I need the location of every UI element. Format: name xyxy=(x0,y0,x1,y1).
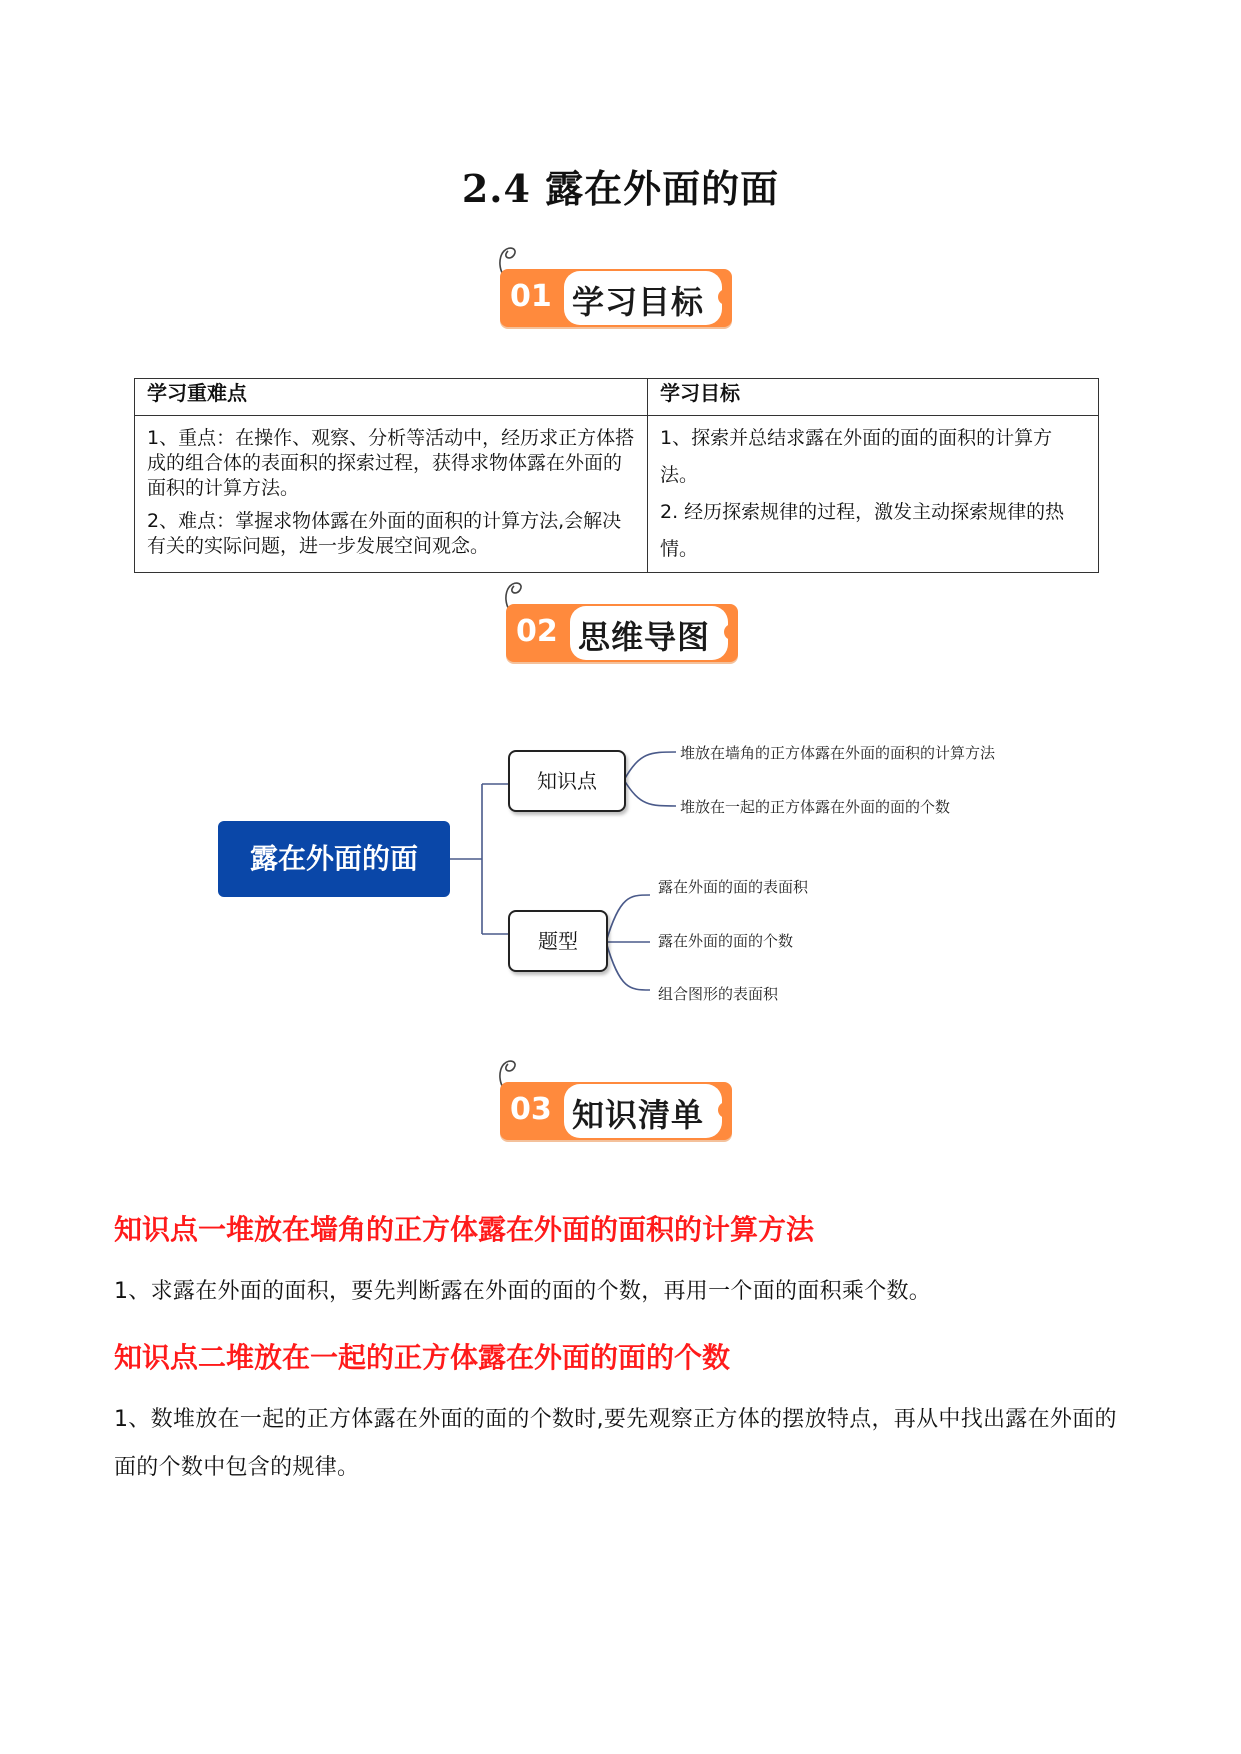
objectives-cell xyxy=(648,416,1099,573)
mind-map xyxy=(0,700,1241,1020)
section-badge-knowledge xyxy=(492,1056,742,1146)
mind-map-branch: 题型 xyxy=(508,910,608,972)
mind-map-connectors xyxy=(0,700,1241,1020)
badge-label: 思维导图 xyxy=(578,618,711,656)
knowledge-text: 1、求露在外面的面积，要先判断露在外面的面的个数，再用一个面的面积乘个数。 xyxy=(114,1279,932,1304)
key-point: 2、难点：掌握求物体露在外面的面积的计算方法,会解决有关的实际问题，进一步发展空间观念。 xyxy=(147,510,622,557)
badge-number: 01 xyxy=(510,279,552,314)
knowledge-heading: 知识点二堆放在一起的正方体露在外面的面的个数 xyxy=(114,1341,731,1374)
knowledge-heading: 知识点一堆放在墙角的正方体露在外面的面积的计算方法 xyxy=(114,1213,815,1246)
mind-map-branch: 知识点 xyxy=(508,750,626,812)
knowledge-text: 1、数堆放在一起的正方体露在外面的面的个数时,要先观察正方体的摆放特点，再从中找出露在外面的面的个数中包含的规律。 xyxy=(114,1407,1117,1480)
badge-number: 02 xyxy=(516,614,558,649)
mind-map-leaf: 露在外面的面的表面积 xyxy=(658,878,809,896)
badge-label: 知识清单 xyxy=(572,1096,705,1134)
mind-map-leaf: 堆放在一起的正方体露在外面的面的个数 xyxy=(680,798,951,816)
table-header: 学习目标 xyxy=(648,379,1099,416)
mind-map-root: 露在外面的面 xyxy=(218,821,450,897)
table-header: 学习重难点 xyxy=(135,379,648,416)
mind-map-leaf: 堆放在墙角的正方体露在外面的面积的计算方法 xyxy=(680,744,996,762)
objective: 1、探索并总结求露在外面的面的面积的计算方法。 xyxy=(660,427,1053,486)
objective: 2. 经历探索规律的过程，激发主动探索规律的热情。 xyxy=(660,501,1065,560)
key-point: 1、重点：在操作、观察、分析等活动中，经历求正方体搭成的组合体的表面积的探索过程，获得求物体露在外面的面积的计算方法。 xyxy=(147,427,635,499)
section-badge-mindmap xyxy=(498,578,748,668)
page-title: 2.4 露在外面的面 xyxy=(461,166,780,211)
section-badge-goals xyxy=(492,243,742,333)
mind-map-leaf: 组合图形的表面积 xyxy=(658,985,779,1003)
badge-number: 03 xyxy=(510,1092,552,1127)
goals-table xyxy=(134,378,1099,573)
badge-label: 学习目标 xyxy=(572,283,705,321)
key-points-cell xyxy=(135,416,648,573)
mind-map-leaf: 露在外面的面的个数 xyxy=(658,932,794,950)
